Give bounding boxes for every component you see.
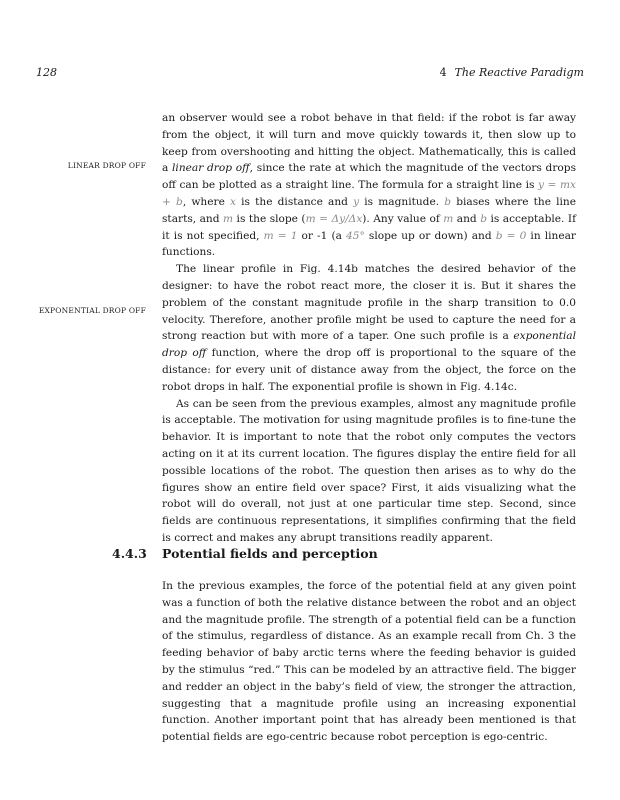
chapter-title [440, 66, 584, 79]
page-number: 128 [36, 66, 57, 79]
var-x: x [230, 195, 236, 208]
margin-note-linear-drop-off: LINEAR DROP OFF [67, 161, 146, 170]
body-text-section [162, 578, 576, 746]
formula-b-equals-0: b = 0 [495, 229, 527, 242]
chapter-number: 4 [439, 66, 447, 79]
var-y: y [353, 195, 360, 208]
var-m: m [223, 212, 234, 225]
paragraph-fields-and-perception: In the previous examples, the force of the potential field at any given point was a function of both the relative distance between the robot and an object and the magnitude profile. The strength of a potential field can be a function of the stimulus, regardless of distance. As an example recall from Ch. 3 the feeding behavior of baby arctic terns where the feeding behavior is guided by the stimulus “red.” This can be modeled by an attractive field. The bigger and redder an object in the baby’s field of view, the stronger the attraction, suggesting that a magnitude profile using an increasing exponential function. Another important point that has already been mentioned is that potential fields are ego-centric because robot perception is ego-centric. [162, 580, 576, 744]
section-title: Potential fields and perception [162, 546, 378, 561]
term-linear-drop-off: linear drop off [172, 162, 250, 175]
margin-note-exponential-drop-off: EXPONENTIAL DROP OFF [38, 306, 146, 315]
section-number: 4.4.3 [112, 546, 147, 561]
body-text-top [162, 110, 576, 547]
chapter-title-text: The Reactive Paradigm [454, 66, 584, 79]
var-b-2: b [480, 212, 487, 225]
formula-slope: m = Δy/Δx [305, 212, 363, 225]
formula-m-equals-1: m = 1 [263, 229, 298, 242]
var-b: b [444, 195, 452, 208]
term-exponential-drop-off: exponential drop off [162, 330, 576, 360]
var-m-2: m [443, 212, 454, 225]
angle-45: 45° [346, 229, 365, 242]
formula-line: y = mx + b [162, 179, 576, 208]
paragraph-exponential-drop-off: The linear profile in Fig. 4.14b matches the desired behavior of the designer: to have the robot react more, the closer it is. But it shares the problem of the constant magnitude profile in the sharp transition to 0.0 velocity. Therefore, another profile might be used to capture the need for a strong reaction but with more of a taper. One such profile is a exponential drop off function, where the drop off is proportional to the square of the distance: for every unit of distance away from the object, the force on the robot drops in half. The exponential profile is shown in Fig. 4.14c. [162, 263, 576, 393]
section-heading [112, 546, 378, 561]
paragraph-magnitude-profiles: As can be seen from the previous examples, almost any magnitude profile is acceptable. The motivation for using magnitude profiles is to fine-tune the behavior. It is important to note that the robot only computes the vectors acting on it at its current location. The figures display the entire field for all possible locations of the robot. The question then arises as to why do the figures show an entire field over space? First, it aids visualizing what the robot will do overall, not just at one particular time step. Second, since fields are continuous representations, it simplifies confirming that the field is correct and makes any abrupt transitions readily apparent. [162, 397, 576, 544]
paragraph-linear-drop-off: an observer would see a robot behave in that field: if the robot is far away from the object, it will turn and move quickly towards it, then slow up to keep from overshooting and hitting the object. Mathematically, this is called a linear drop off, since the rate at which the magnitude of the vectors drops off can be plotted as a straight line. The formula for a straight line is y = mx + b, where x is the distance and y is magnitude. b biases where the line starts, and m is the slope (m = Δy/Δx). Any value of m and b is acceptable. If it is not specified, m = 1 or -1 (a 45° slope up or down) and b = 0 in linear functions. [162, 112, 577, 259]
